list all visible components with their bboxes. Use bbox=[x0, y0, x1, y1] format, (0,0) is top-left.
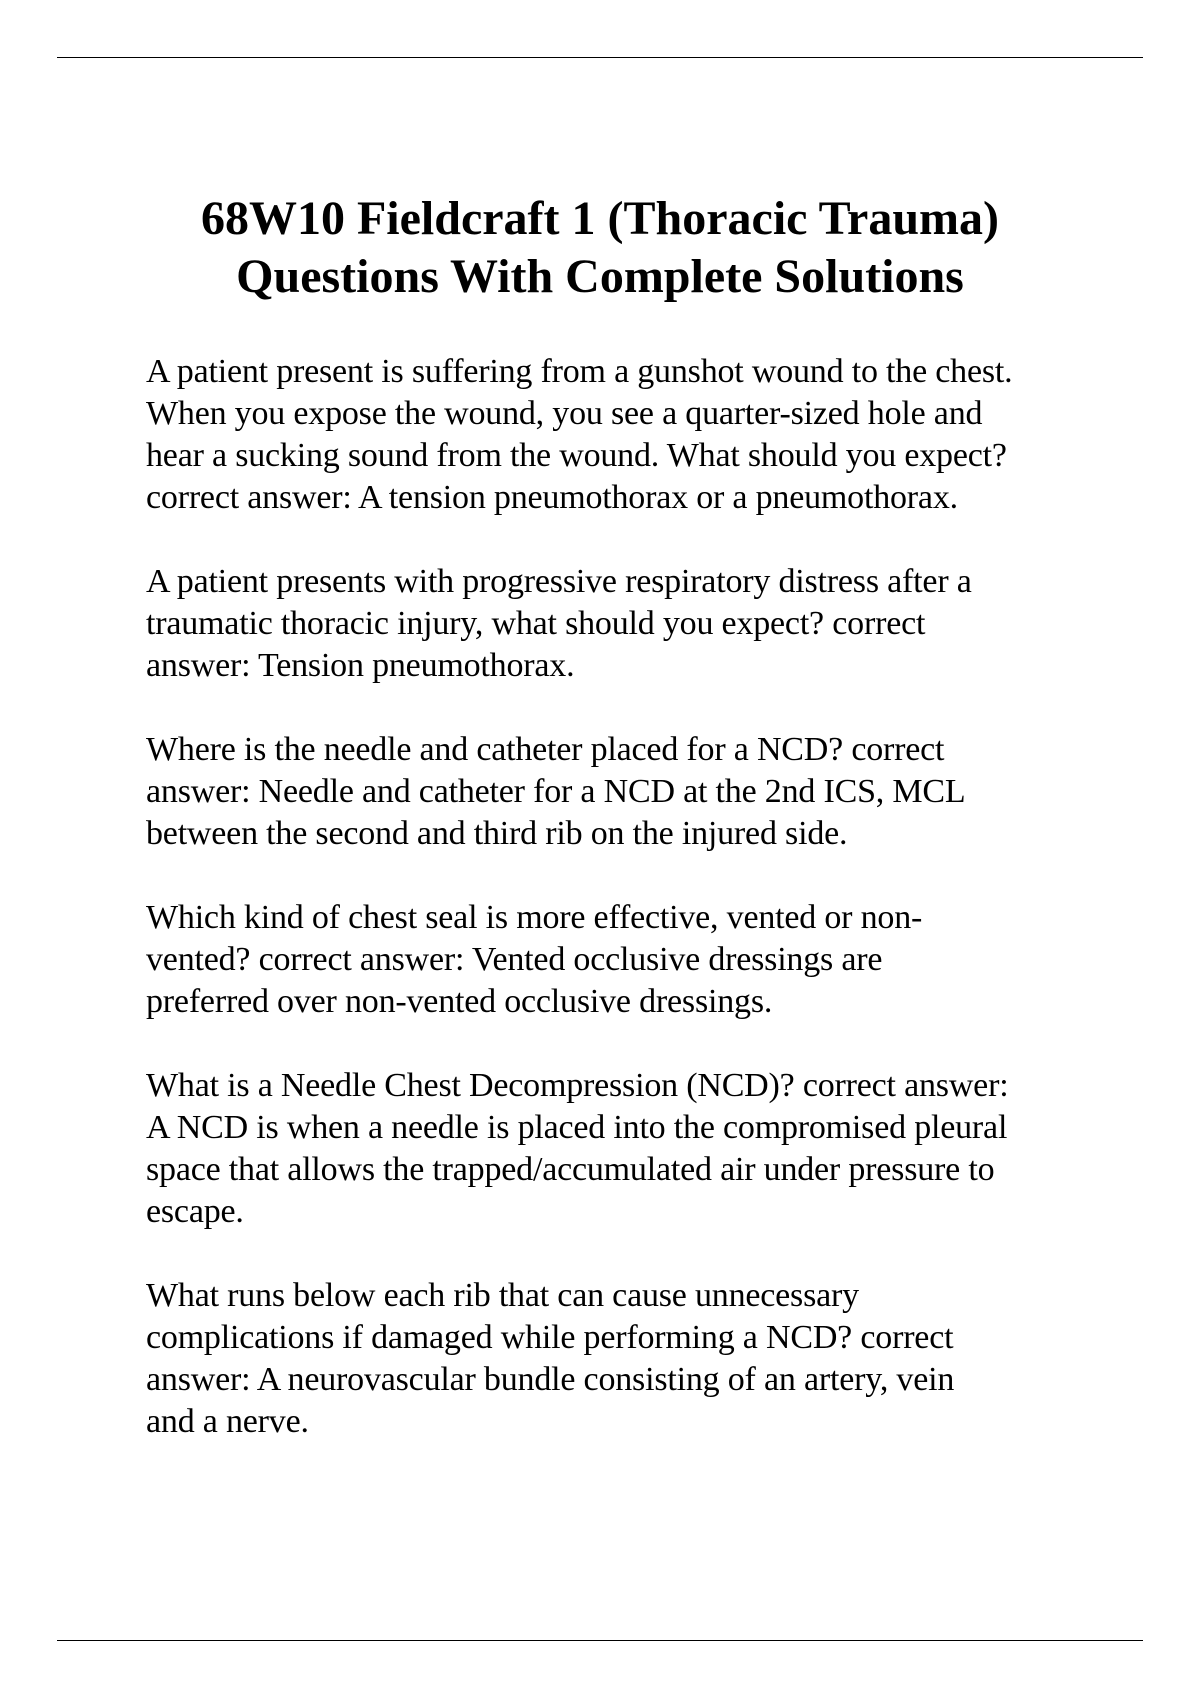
qa-item-4: Which kind of chest seal is more effective, vented or non- vented? correct answer: Vented occlusive dressings are preferred over non-vented occlusive dressings. bbox=[146, 899, 923, 1020]
bottom-rule bbox=[57, 1640, 1143, 1641]
qa-item-1: A patient present is suffering from a gunshot wound to the chest. When you expose the wound, you see a quarter-sized hole and hear a sucking sound from the wound. What should you expect? correct answer: A tension pneumothorax or a pneumothorax. bbox=[146, 353, 1013, 516]
qa-item-6: What runs below each rib that can cause unnecessary complications if damaged while performing a NCD? correct answer: A neurovascular bundle consisting of an artery, vein and a nerve. bbox=[146, 1277, 955, 1440]
qa-item-2: A patient presents with progressive respiratory distress after a traumatic thoracic injury, what should you expect? correct answer: Tension pneumothorax. bbox=[146, 563, 972, 684]
document-title: 68W10 Fieldcraft 1 (Thoracic Trauma) Questions With Complete Solutions bbox=[200, 192, 1000, 303]
qa-item-3: Where is the needle and catheter placed for a NCD? correct answer: Needle and catheter for a NCD at the 2nd ICS, MCL between the second and third rib on the injured side. bbox=[146, 731, 966, 852]
qa-list bbox=[146, 351, 1146, 1485]
qa-item-5: What is a Needle Chest Decompression (NCD)? correct answer: A NCD is when a needle is placed into the compromised pleural space that allows the trapped/accumulated air under pressure to escape. bbox=[146, 1067, 1009, 1230]
top-rule bbox=[57, 57, 1143, 58]
